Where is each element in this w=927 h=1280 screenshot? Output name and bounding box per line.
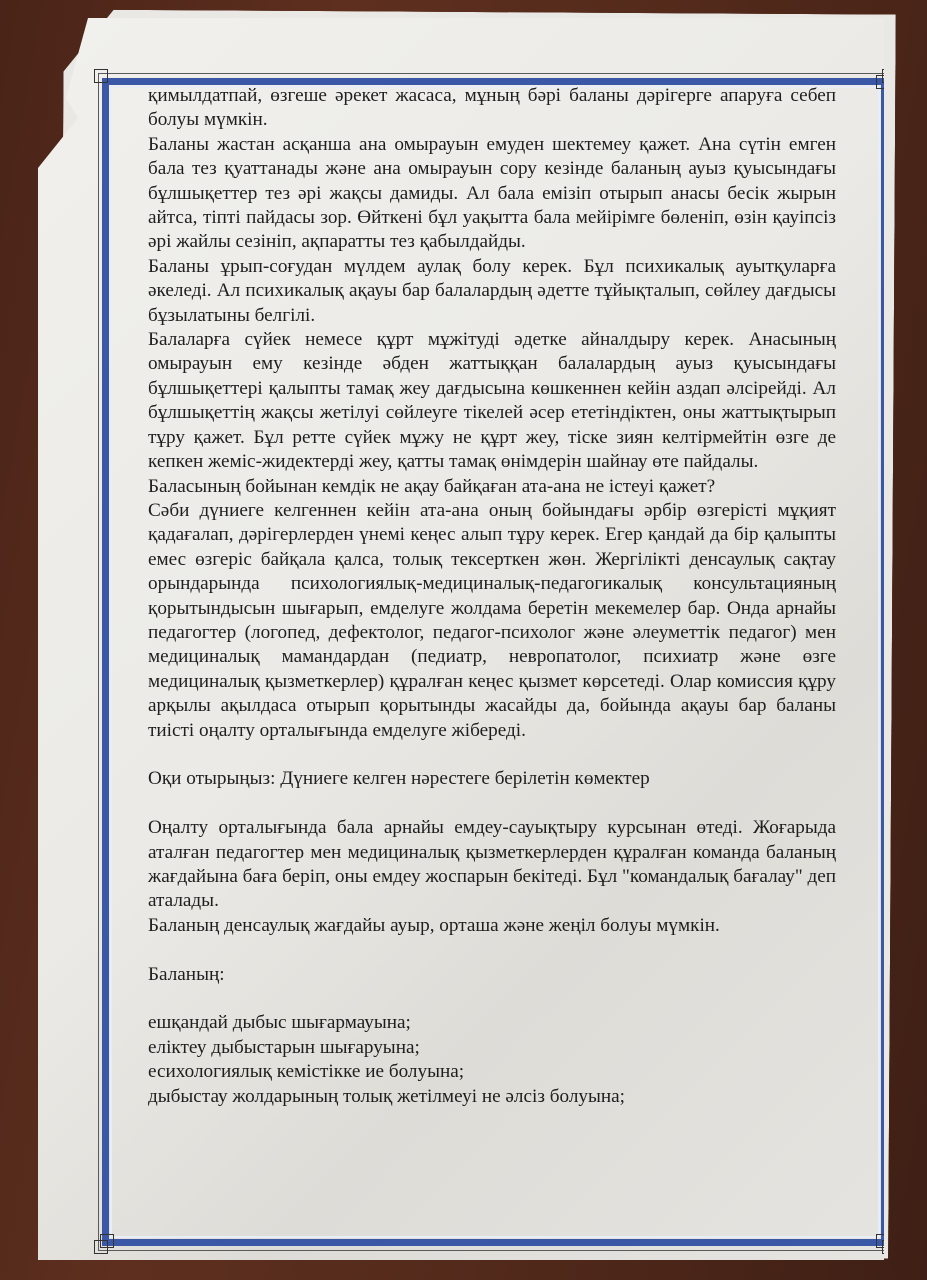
- blank-line: [148, 792, 836, 816]
- frame-corner-ornament-bl2: [100, 1234, 114, 1248]
- paragraph: қимылдатпай, өзгеше әрекет жасаса, мұның бәрі баланы дәрігерге апаруға себеп болуы мүмкін.: [148, 85, 836, 131]
- paragraph: Балаларға сүйек немесе құрт мұжітуді әдетке айналдыру керек. Анасының омырауын ему кезінде әбден жаттыққан балалардың ауыз қуысындағы бұлшықеттері қалыпты тамақ жеу дағдысына көшкеннен кейін аздап әлсірейді. Ал бұлшықеттің жақсы жетілуі сөйлеуге тікелей әсер ететіндіктен, оны жаттықтырып тұру қажет. Бұл ретте сүйек мұжу не құрт жеу, тіске зиян келтірмейтін өзге де кепкен жеміс-жидектерді жеу, қатты тамақ өнімдерін шайнау өте пайдалы.: [148, 329, 836, 473]
- list-item: дыбыстау жолдарының толық жетілмеуі не әлсіз болуына;: [148, 1085, 626, 1107]
- paragraph: Сәби дүниеге келгеннен кейін ата-ана оның бойындағы әрбір өзгерісті мұқият қадағалап, дәрігерлерден үнемі кеңес алып тұру керек. Егер қандай да бір қалыпты емес өзгеріс байқала қалса, толық тексерткен жөн. Жергілікті денсаулық сақтау орындарында психологиялық-медициналық-педагогикалық консультацияның қорытындысын шығарып, емделуге жолдама беретін мекемелер бар. Онда арнайы педагогтер (логопед, дефектолог, педагог-психолог және әлеуметтік педагог) мен медициналық мамандардан (педиатр, невропатолог, психиатр және өзге медициналық қызметкерлер) құралған кеңес қызмет көрсетеді. Олар комиссия құру арқылы ақылдаса отырып қорытынды жасайды да, бойында ақауы бар баланы тиісті оңалту орталығында емделуге жібереді.: [148, 499, 836, 741]
- document-body: [148, 84, 836, 1109]
- paragraph: Баланы ұрып-соғудан мүлдем аулақ болу керек. Бұл психикалық ауытқуларға әкеледі. Ал психикалық ақауы бар балалардың әдетте тұйықталып, сөйлеу дағдысы бұзылатыны белгілі.: [148, 255, 836, 326]
- blank-line: [148, 987, 836, 1011]
- paragraph: Баланың денсаулық жағдайы ауыр, орташа және жеңіл болуы мүмкін.: [148, 914, 720, 936]
- paragraph: Оңалту орталығында бала арнайы емдеу-сауықтыру курсынан өтеді. Жоғарыда аталған педагогтер мен медициналық қызметкерлерден құралған команда баланың жағдайына баға беріп, оны емдеу жоспарын бекітеді. Бұл "командалық бағалау" деп аталады.: [148, 817, 836, 912]
- blank-line: [148, 743, 836, 767]
- frame-corner-ornament-tl: [94, 69, 108, 83]
- section-question: Баласының бойынан кемдік не ақау байқаған ата-ана не істеуі қажет?: [148, 475, 716, 497]
- list-item: еліктеу дыбыстарын шығаруына;: [148, 1036, 420, 1058]
- blank-line: [148, 938, 836, 962]
- read-more-link[interactable]: Оқи отырыңыз: Дүниеге келген нәрестеге берілетін көмектер: [148, 768, 650, 790]
- list-item: есихологиялық кемістікке ие болуына;: [148, 1061, 465, 1083]
- paragraph: Баланы жастан асқанша ана омырауын емуден шектемеу қажет. Ана сүтін емген бала тез қуаттанады және ана омырауын сору кезінде баланың ауыз қуысындағы бұлшықеттер тез әрі жақсы дамиды. Ал бала емізіп отырып анасы бесік жырын айтса, тіпті пайдасы зор. Өйткені бұл уақытта бала мейірімге бөленіп, өзін қауіпсіз әрі жайлы сезініп, ақпаратты тез қабылдайды.: [148, 133, 836, 253]
- list-item: ешқандай дыбыс шығармауына;: [148, 1012, 411, 1034]
- list-intro: Баланың:: [148, 963, 225, 985]
